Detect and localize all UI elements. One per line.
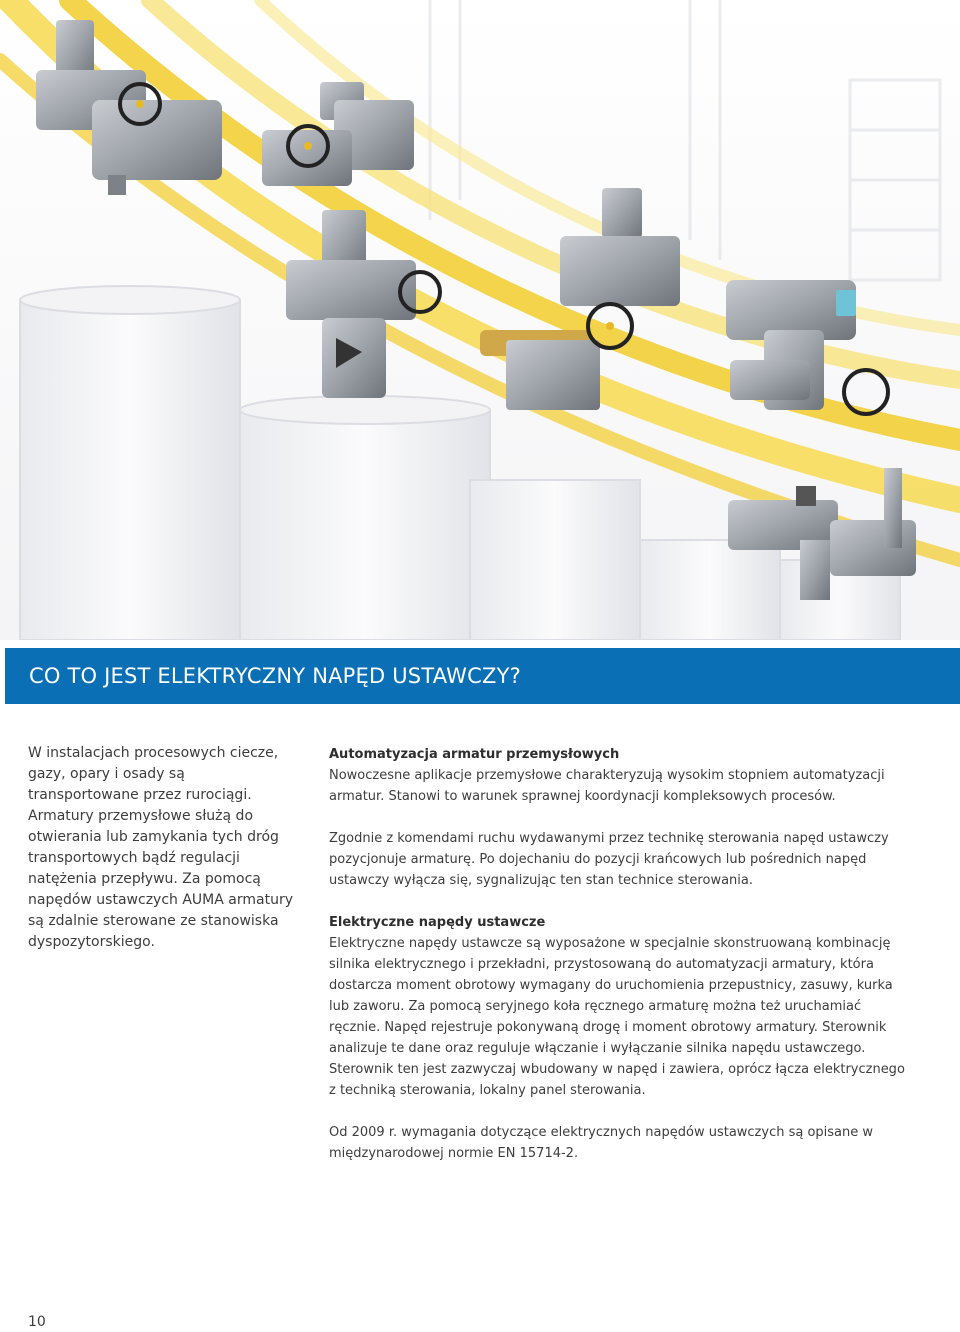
paragraph: Elektryczne napędy ustawcze są wyposażone w specjalnie skonstruowaną kombinację silnika elektrycznego i przekładni, przystosowaną do automatyzacji armatury, która dostarcza moment obrotowy wymagany do uruchomienia przepustnicy, zasuwy, kurka lub zaworu. Za pomocą seryjnego koła ręcznego armaturę można też uruchamiać ręcznie. Napęd rejestruje pokonywaną drogę i moment obrotowy armatury. Sterownik analizuje te dane oraz reguluje włączanie i wyłączanie silnika napędu ustawczego. Sterownik ten jest zazwyczaj wbudowany w napęd i zawiera, oprócz łącza elektrycznego z techniką sterowania, lokalny panel sterowania. [329, 936, 905, 1098]
paragraph: Od 2009 r. wymagania dotyczące elektrycznych napędów ustawczych są opisane w międzynarodowej normie EN 15714-2. [329, 1125, 874, 1161]
paragraph: Nowoczesne aplikacje przemysłowe charakteryzują wysokim stopniem automatyzacji armatur. Stanowi to warunek sprawnej koordynacji kompleksowych procesów. [329, 768, 885, 804]
hero-illustration [0, 0, 960, 640]
page-number: 10 [28, 1314, 46, 1330]
section-title: CO TO JEST ELEKTRYCZNY NAPĘD USTAWCZY? [29, 664, 521, 688]
main-content [329, 744, 909, 1164]
intro-paragraph: W instalacjach procesowych ciecze, gazy, opary i osady są transportowane przez rurociągi. Armatury przemysłowe służą do otwierania lub zamykania tych dróg transportowych bądź regulacji natężenia przepływu. Za pomocą napędów ustawczych AUMA armatury są zdalnie sterowane ze stanowiska dyspozytorskiego. [28, 745, 293, 950]
section-heading-automation: Automatyzacja armatur przemysłowych [329, 747, 620, 762]
paragraph: Zgodnie z komendami ruchu wydawanymi przez technikę sterowania napęd ustawczy pozycjonuje armaturę. Po dojechaniu do pozycji krańcowych lub pośrednich napęd ustawczy wyłącza się, sygnalizując ten stan technice sterowania. [329, 831, 889, 888]
section-banner [5, 648, 960, 704]
section-heading-electric-actuators: Elektryczne napędy ustawcze [329, 915, 546, 930]
